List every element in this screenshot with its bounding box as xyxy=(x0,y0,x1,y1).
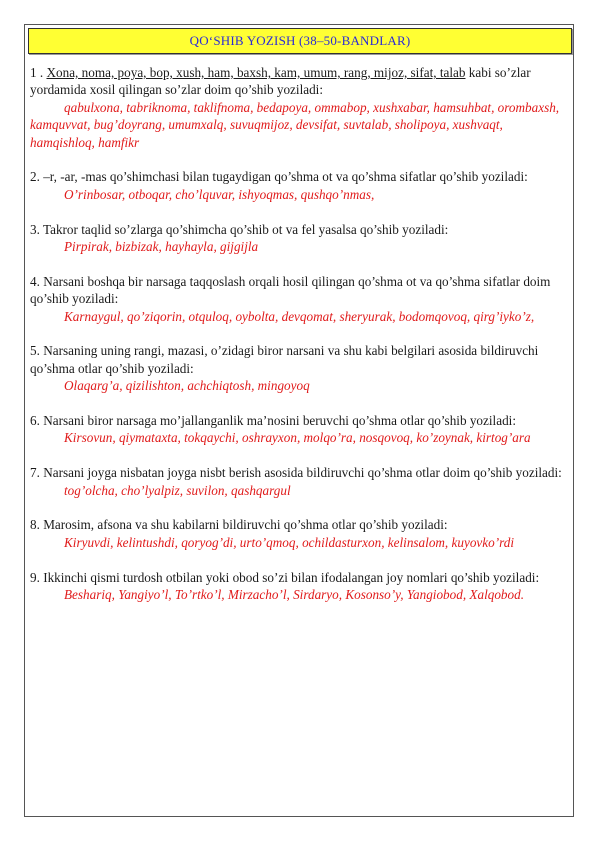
rule-text xyxy=(30,221,566,238)
rule-number: 9. xyxy=(30,569,44,585)
rule-lead-underlined: Xona, noma, poya, bop, xush, ham, baxsh, kam, umum, rang, mijoz, sifat, talab xyxy=(46,65,466,80)
rule-item-4 xyxy=(30,273,566,325)
rule-body: Marosim, afsona va shu kabilarni bildiruvchi qo’shma otlar qo’shib yoziladi: xyxy=(43,517,448,533)
rule-item-1 xyxy=(30,64,566,151)
rule-number: 4. xyxy=(30,273,44,289)
rule-item-6 xyxy=(30,412,566,447)
rule-text xyxy=(30,273,566,308)
rule-body: Narsaning uning rangi, mazasi, o’zidagi biror narsani va shu kabi belgilari asosida bildiruvchi qo’shma otlar qo’shib yoziladi: xyxy=(30,343,539,376)
rule-body: Takror taqlid so’zlarga qo’shimcha qo’shib ot va fel yasalsa qo’shib yoziladi: xyxy=(42,221,449,237)
rule-body: –r, -ar, -mas qo’shimchasi bilan tugaydigan qo’shma ot va qo’shma sifatlar qo’shib yoziladi: xyxy=(43,169,528,185)
rule-text xyxy=(30,412,566,429)
rule-body: Narsani biror narsaga mo’jallanganlik ma’nosini beruvchi qo’shma otlar qo’shib yoziladi: xyxy=(43,413,516,429)
rule-text xyxy=(30,464,566,481)
rule-examples: Olaqarg’a, qizilishton, achchiqtosh, mingoyoq xyxy=(64,378,310,394)
rule-examples: Beshariq, Yangiyo’l, To’rtko’l, Mirzacho’l, Sirdaryo, Kosonso’y, Yangiobod, Xalqobod. xyxy=(64,587,524,603)
rule-text xyxy=(30,569,566,586)
rule-examples: Kirsovun, qiymataxta, tokqaychi, oshrayxon, molqo’ra, nosqovoq, ko’zoynak, kirtog’ara xyxy=(64,430,531,446)
rule-body: Narsani joyga nisbatan joyga nisbt berish asosida bildiruvchi qo’shma otlar doim qo’shib yoziladi: xyxy=(43,465,562,481)
rule-number: 6. xyxy=(30,413,44,429)
rule-body: Narsani boshqa bir narsaga taqqoslash orqali hosil qilingan qo’shma ot va qo’shma sifatlar doim qo’shib yoziladi: xyxy=(30,273,551,307)
rule-item-9 xyxy=(30,569,566,604)
rule-item-3 xyxy=(30,221,566,256)
rule-number: 1 . xyxy=(30,65,47,80)
rule-body: Ikkinchi qismi turdosh otbilan yoki obod so’zi bilan ifodalangan joy nomlari qo’shib yoziladi: xyxy=(43,569,540,585)
rule-number: 3. xyxy=(30,221,43,237)
rule-text xyxy=(30,342,566,377)
rule-item-2 xyxy=(30,168,566,203)
rule-text xyxy=(30,516,566,533)
rule-text xyxy=(30,64,566,99)
rule-number: 5. xyxy=(30,343,44,359)
rule-body: kabi so’zlar yordamida xosil qilingan so’zlar doim qo’shib yoziladi: xyxy=(30,65,531,98)
page-title: QO‘SHIB YOZISH (38–50-BANDLAR) xyxy=(189,33,411,48)
rule-examples: Kiryuvdi, kelintushdi, qoryog’di, urto’qmoq, ochildasturxon, kelinsalom, kuyovko’rdi xyxy=(64,534,515,550)
rule-item-8 xyxy=(30,516,566,551)
rule-examples: Pirpirak, bizbizak, hayhayla, gijgijla xyxy=(64,239,259,255)
rule-text xyxy=(30,168,566,185)
rule-number: 8. xyxy=(30,517,44,533)
rule-item-5 xyxy=(30,342,566,394)
rule-item-7 xyxy=(30,464,566,499)
title-banner xyxy=(28,28,572,54)
rule-examples: qabulxona, tabriknoma, taklifnoma, bedapoya, ommabop, xushxabar, hamsuhbat, orombaxsh, kamquvvat, bug’doyrang, umumxalq, suvuqmijoz, devsifat, suvtalab, sholipoya, xushvaqt, hamqishloq, hamfikr xyxy=(30,99,560,150)
rule-number: 7. xyxy=(30,465,44,481)
rule-number: 2. xyxy=(30,169,44,185)
rules-list xyxy=(30,64,566,621)
rule-examples: Karnaygul, qo’ziqorin, otquloq, oybolta, devqomat, sheryurak, bodomqovoq, qirg’iyko’z, xyxy=(64,308,535,324)
rule-examples: tog’olcha, cho’lyalpiz, suvilon, qashqargul xyxy=(64,482,291,498)
rule-examples: O’rinbosar, otboqar, cho’lquvar, ishyoqmas, qushqo’nmas, xyxy=(64,186,375,202)
